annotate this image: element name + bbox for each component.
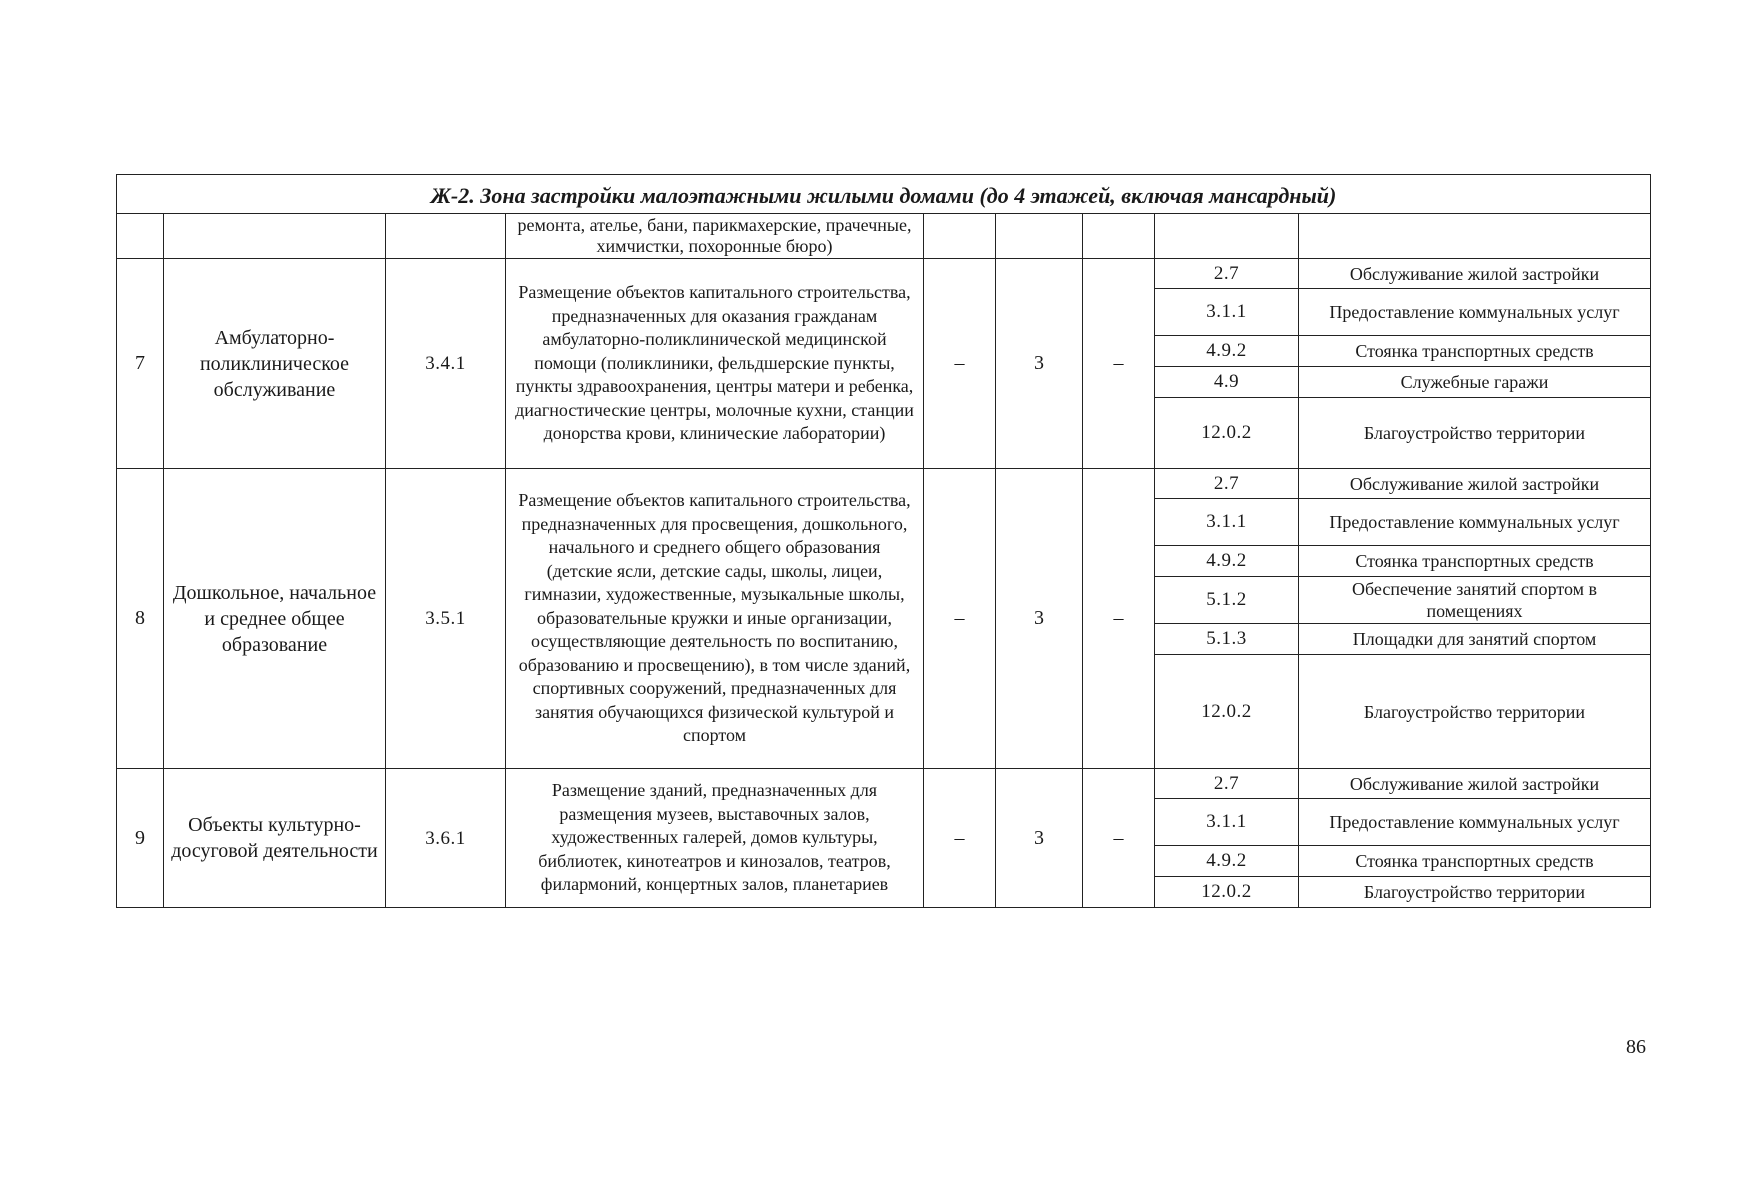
page-number: 86 [1626, 1036, 1646, 1058]
row-value-3: – [1083, 259, 1155, 469]
cont-description: ремонта, ателье, бани, парикмахерские, прачечные, химчистки, похоронные бюро) [506, 214, 924, 259]
cont-sub-name-cell [1299, 214, 1651, 259]
sub-name: Обслуживание жилой застройки [1299, 259, 1651, 289]
sub-code: 3.1.1 [1155, 499, 1299, 546]
sub-name: Площадки для занятий спортом [1299, 624, 1651, 655]
row-value-1: – [924, 259, 996, 469]
table-title: Ж-2. Зона застройки малоэтажными жилыми домами (до 4 этажей, включая мансардный) [117, 175, 1651, 214]
row-value-3: – [1083, 769, 1155, 908]
cont-num-cell [117, 214, 164, 259]
row-value-1: – [924, 469, 996, 769]
row-name: Амбулаторно-поликлиническое обслуживание [164, 259, 386, 469]
sub-code: 4.9.2 [1155, 846, 1299, 877]
row-description: Размещение зданий, предназначенных для размещения музеев, выставочных залов, художественных галерей, домов культуры, библиотек, кинотеатров и кинозалов, театров, филармоний, концертных залов, планетариев [506, 769, 924, 908]
sub-name: Стоянка транспортных средств [1299, 846, 1651, 877]
sub-name: Стоянка транспортных средств [1299, 336, 1651, 367]
sub-code: 4.9.2 [1155, 336, 1299, 367]
sub-code: 5.1.3 [1155, 624, 1299, 655]
row-description: Размещение объектов капитального строительства, предназначенных для просвещения, дошкольного, начального и среднего общего образования (детские ясли, детские сады, школы, лицеи, гимназии, художественные, музыкальные школы, образовательные кружки и иные организации, осуществляющие деятельность по воспитанию, образованию и просвещению), в том числе зданий, спортивных сооружений, предназначенных для занятия обучающихся физической культурой и спортом [506, 469, 924, 769]
row-value-3: – [1083, 469, 1155, 769]
cont-name-cell [164, 214, 386, 259]
table-row [117, 259, 1651, 289]
sub-code: 3.1.1 [1155, 289, 1299, 336]
cont-val3-cell [1083, 214, 1155, 259]
sub-code: 4.9.2 [1155, 546, 1299, 577]
row-value-2: 3 [996, 469, 1083, 769]
sub-code: 2.7 [1155, 769, 1299, 799]
row-description: Размещение объектов капитального строительства, предназначенных для оказания гражданам амбулаторно-поликлинической медицинской помощи (поликлиники, фельдшерские пункты, пункты здравоохранения, центры матери и ребенка, диагностические центры, молочные кухни, станции донорства крови, клинические лаборатории) [506, 259, 924, 469]
sub-code: 2.7 [1155, 259, 1299, 289]
sub-name: Служебные гаражи [1299, 367, 1651, 398]
row-number: 9 [117, 769, 164, 908]
sub-code: 2.7 [1155, 469, 1299, 499]
row-value-1: – [924, 769, 996, 908]
sub-name: Обслуживание жилой застройки [1299, 769, 1651, 799]
row-name: Дошкольное, начальное и среднее общее образование [164, 469, 386, 769]
sub-code: 12.0.2 [1155, 877, 1299, 908]
row-name: Объекты культурно-досуговой деятельности [164, 769, 386, 908]
sub-name: Благоустройство территории [1299, 655, 1651, 769]
cont-code-cell [386, 214, 506, 259]
sub-name: Обеспечение занятий спортом в помещениях [1299, 577, 1651, 624]
sub-code: 5.1.2 [1155, 577, 1299, 624]
sub-code: 3.1.1 [1155, 799, 1299, 846]
sub-name: Стоянка транспортных средств [1299, 546, 1651, 577]
sub-name: Обслуживание жилой застройки [1299, 469, 1651, 499]
cont-val2-cell [996, 214, 1083, 259]
row-code: 3.5.1 [386, 469, 506, 769]
row-code: 3.4.1 [386, 259, 506, 469]
row-value-2: 3 [996, 259, 1083, 469]
cont-val1-cell [924, 214, 996, 259]
table-row [117, 769, 1651, 799]
row-number: 8 [117, 469, 164, 769]
zone-table [116, 174, 1651, 908]
sub-code: 12.0.2 [1155, 655, 1299, 769]
sub-name: Предоставление коммунальных услуг [1299, 289, 1651, 336]
row-code: 3.6.1 [386, 769, 506, 908]
table-row [117, 469, 1651, 499]
sub-name: Благоустройство территории [1299, 877, 1651, 908]
row-value-2: 3 [996, 769, 1083, 908]
sub-code: 12.0.2 [1155, 398, 1299, 469]
sub-code: 4.9 [1155, 367, 1299, 398]
sub-name: Благоустройство территории [1299, 398, 1651, 469]
sub-name: Предоставление коммунальных услуг [1299, 499, 1651, 546]
sub-name: Предоставление коммунальных услуг [1299, 799, 1651, 846]
row-number: 7 [117, 259, 164, 469]
cont-sub-code-cell [1155, 214, 1299, 259]
